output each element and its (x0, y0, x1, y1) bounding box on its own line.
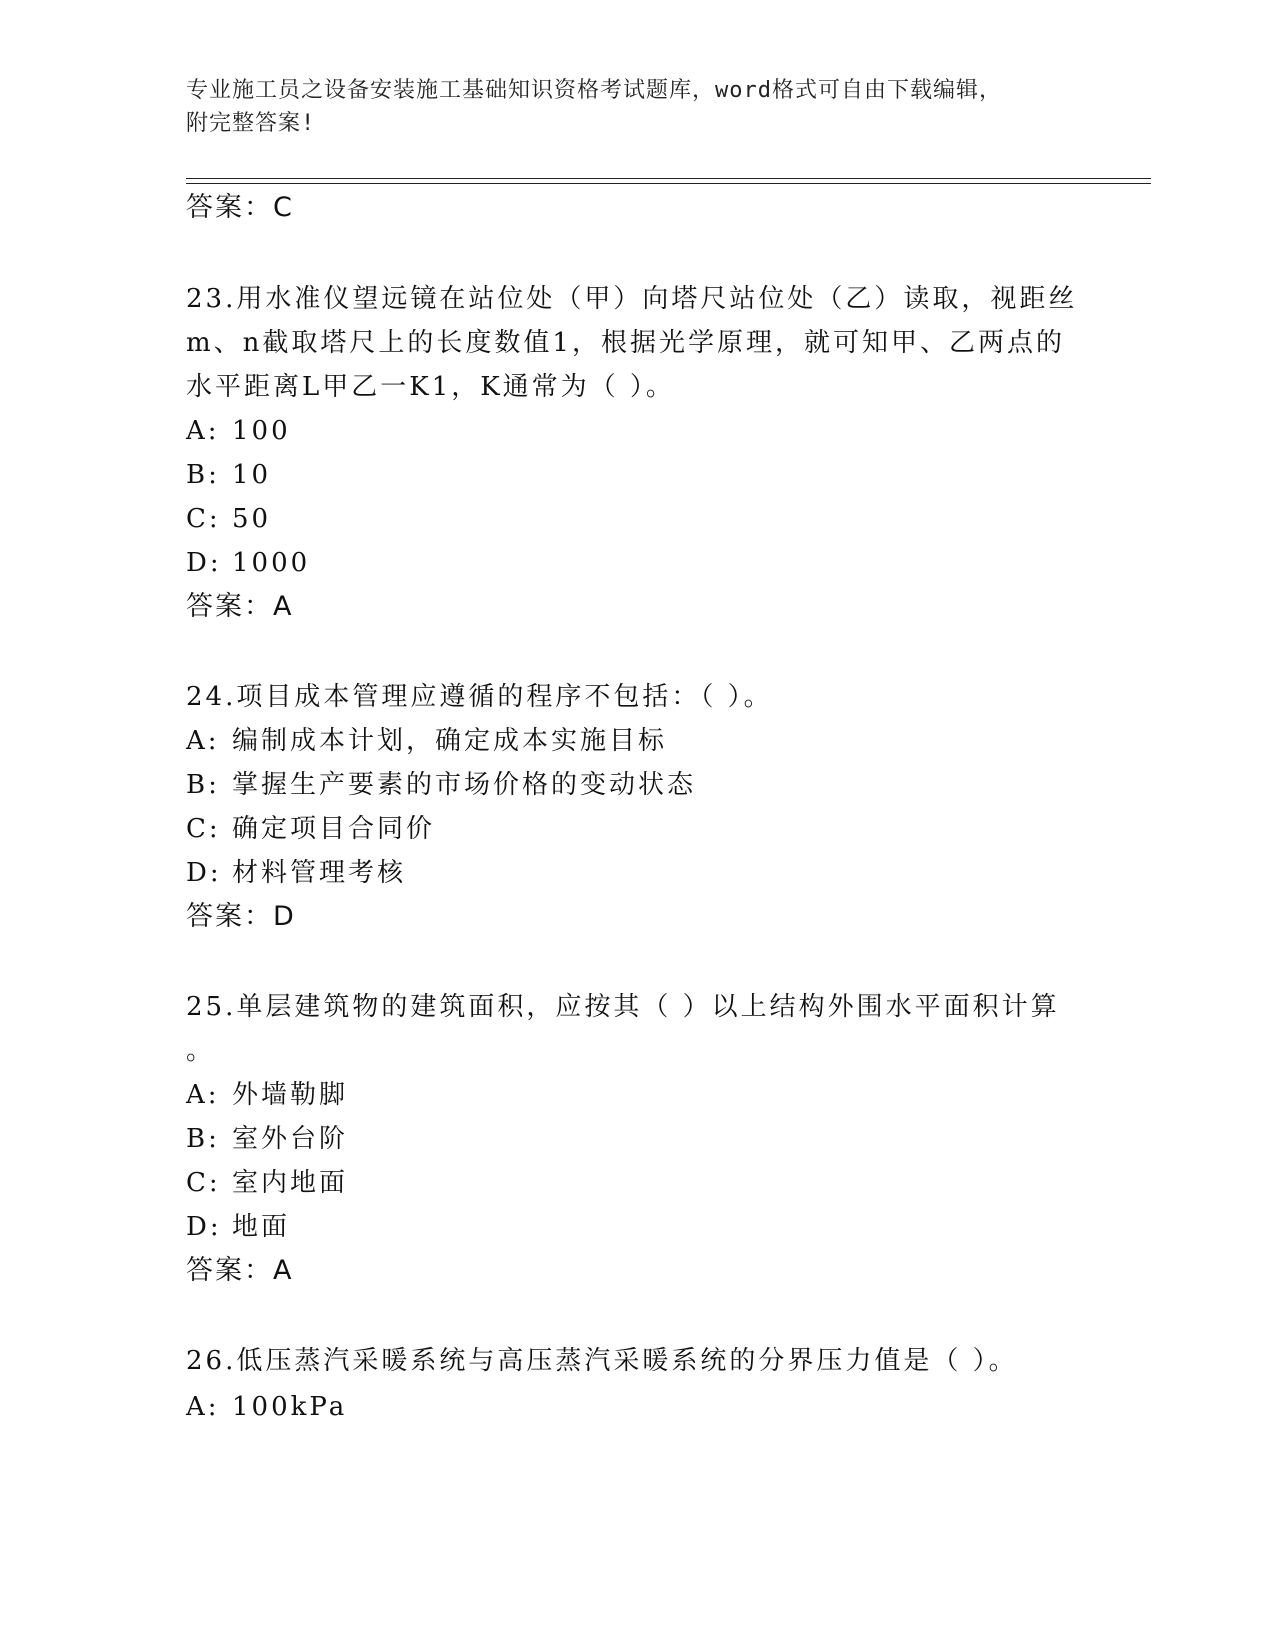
question-24-option-b (186, 768, 696, 802)
option-letter: A: (186, 1080, 220, 1110)
question-23-option-d (186, 546, 310, 580)
option-letter: C: (186, 814, 221, 844)
option-text: 100kPa (232, 1392, 348, 1422)
question-25-option-b (186, 1122, 348, 1156)
question-23-option-c (186, 502, 271, 536)
header-line-2: 附完整答案! (186, 111, 316, 136)
option-letter: C: (186, 1168, 221, 1198)
question-25-answer: 答案：A (186, 1255, 294, 1286)
option-text: 100 (232, 416, 291, 446)
header-rule-top (186, 178, 1151, 179)
question-23-text-line-3: 水平距离L甲乙一K1，K通常为（ ）。 (186, 372, 675, 402)
question-24-option-d (186, 856, 406, 890)
previous-answer: 答案：C (186, 192, 294, 223)
question-23-option-b (186, 458, 271, 492)
question-25-option-d (186, 1210, 290, 1244)
option-letter: B: (186, 770, 220, 800)
option-text: 掌握生产要素的市场价格的变动状态 (232, 770, 697, 800)
option-text: 外墙勒脚 (232, 1080, 349, 1110)
option-letter: A: (186, 416, 220, 446)
question-25-text-line-2: 。 (186, 1036, 216, 1066)
option-text: 材料管理考核 (232, 858, 407, 888)
option-text: 地面 (232, 1212, 291, 1242)
option-text: 确定项目合同价 (232, 814, 436, 844)
question-24-answer: 答案：D (186, 901, 296, 932)
header-rule-bottom (186, 183, 1151, 184)
option-letter: A: (186, 1392, 220, 1422)
document-header (186, 74, 1086, 140)
header-line-1: 专业施工员之设备安装施工基础知识资格考试题库，word格式可自由下载编辑， (186, 78, 1002, 103)
question-24-option-a (186, 724, 667, 758)
option-text: 50 (232, 504, 272, 534)
question-23-text-line-2: m、n截取塔尺上的长度数值1，根据光学原理，就可知甲、乙两点的 (186, 328, 1065, 358)
option-letter: A: (186, 726, 220, 756)
question-24-text-line-1: 24.项目成本管理应遵循的程序不包括：（ ）。 (186, 682, 773, 712)
option-text: 1000 (232, 548, 311, 578)
option-text: 编制成本计划，确定成本实施目标 (232, 726, 668, 756)
question-26-text-line-1: 26.低压蒸汽采暖系统与高压蒸汽采暖系统的分界压力值是（ ）。 (186, 1346, 1018, 1376)
question-23-option-a (186, 414, 291, 448)
option-text: 10 (232, 460, 272, 490)
question-24-option-c (186, 812, 435, 846)
question-25-option-a (186, 1078, 348, 1112)
question-25-text-line-1: 25.单层建筑物的建筑面积，应按其（ ）以上结构外围水平面积计算 (186, 992, 1060, 1022)
option-letter: B: (186, 460, 220, 490)
option-text: 室外台阶 (232, 1124, 349, 1154)
question-26-option-a (186, 1390, 347, 1424)
option-letter: C: (186, 504, 221, 534)
option-letter: B: (186, 1124, 220, 1154)
option-letter: D: (186, 1212, 222, 1242)
question-23-text-line-1: 23.用水准仪望远镜在站位处（甲）向塔尺站位处（乙）读取，视距丝 (186, 284, 1078, 314)
option-letter: D: (186, 548, 222, 578)
option-text: 室内地面 (232, 1168, 349, 1198)
question-25-option-c (186, 1166, 348, 1200)
option-letter: D: (186, 858, 222, 888)
question-23-answer: 答案：A (186, 591, 294, 622)
